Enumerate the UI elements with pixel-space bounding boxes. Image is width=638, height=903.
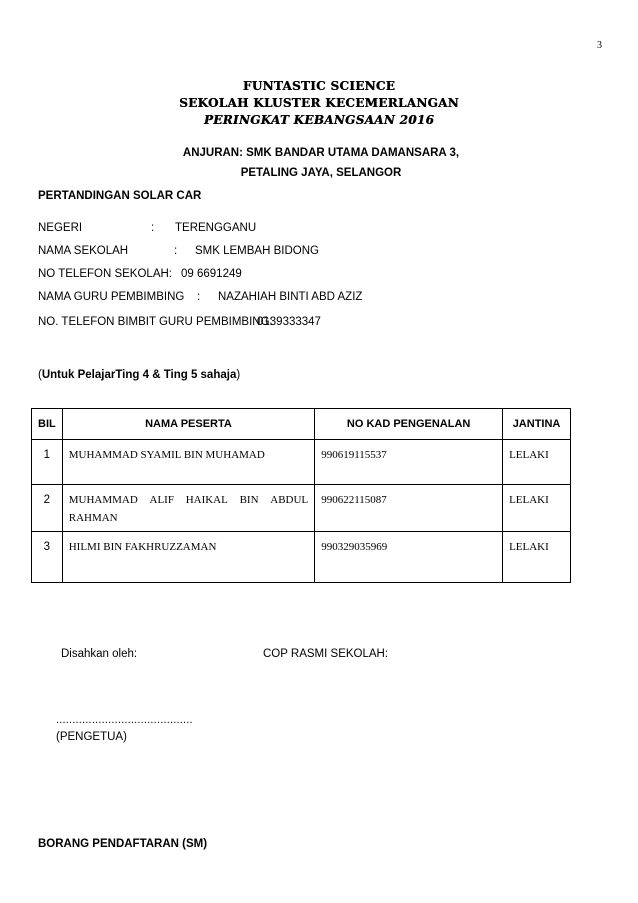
nama-word-bin: BIN — [239, 494, 259, 506]
organizer-line-2: PETALING JAYA, SELANGOR — [240, 167, 402, 179]
nama-word-abdul: ABDUL — [270, 494, 309, 506]
row-nama: HILMI BIN FAKHRUZZAMAN — [62, 532, 314, 583]
nama-sekolah-colon: : — [174, 245, 178, 257]
note-text: Untuk PelajarTing 4 & Ting 5 sahaja — [41, 369, 237, 381]
nama-word-haikal: HAIKAL — [185, 494, 228, 506]
nama-word-muhammad: MUHAMMAD — [68, 494, 138, 506]
telefon-guru-label: NO. TELEFON BIMBIT GURU PEMBIMBING: — [38, 316, 273, 328]
page-number: 3 — [597, 40, 602, 51]
competition-name: PERTANDINGAN SOLAR CAR — [38, 190, 202, 202]
title-line-2: SEKOLAH KLUSTER KECEMERLANGAN — [179, 96, 459, 110]
guru-colon: : — [197, 291, 201, 303]
note-open-paren: ( — [38, 369, 42, 381]
form-title: BORANG PENDAFTARAN (SM) — [38, 838, 208, 850]
table-header-row — [32, 409, 571, 440]
row-nama — [62, 485, 314, 532]
nama-word-alif: ALIF — [149, 494, 174, 506]
table-row — [32, 532, 571, 583]
row-ic: 990619115537 — [315, 440, 503, 485]
negeri-value: TERENGGANU — [175, 222, 257, 234]
row-ic: 990329035969 — [315, 532, 503, 583]
header-jantina: JANTINA — [503, 409, 571, 440]
header-nama-peserta: NAMA PESERTA — [62, 409, 314, 440]
title-line-1: FUNTASTIC SCIENCE — [242, 79, 396, 93]
table-row — [32, 485, 571, 532]
title-line-3: PERINGKAT KEBANGSAAN 2016 — [203, 113, 435, 127]
header-bil: BIL — [32, 409, 63, 440]
row-nama-line-2: RAHMAN — [68, 512, 118, 524]
negeri-label: NEGERI — [38, 222, 83, 234]
row-nama: MUHAMMAD SYAMIL BIN MUHAMAD — [62, 440, 314, 485]
table-row — [32, 440, 571, 485]
row-bil: 2 — [32, 485, 63, 532]
pengetua-label: (PENGETUA) — [56, 731, 127, 743]
note-close-paren: ) — [236, 369, 241, 381]
telefon-sekolah-value: 09 6691249 — [181, 268, 242, 280]
row-ic: 990622115087 — [315, 485, 503, 532]
row-jantina: LELAKI — [503, 485, 571, 532]
organizer-line-1: ANJURAN: SMK BANDAR UTAMA DAMANSARA 3, — [182, 147, 460, 159]
telefon-sekolah-label: NO TELEFON SEKOLAH: — [38, 268, 172, 280]
row-bil: 1 — [32, 440, 63, 485]
header-no-kad-pengenalan: NO KAD PENGENALAN — [315, 409, 503, 440]
row-nama-line-1 — [69, 491, 308, 509]
guru-label: NAMA GURU PEMBIMBING — [38, 291, 185, 303]
participants-table — [31, 408, 571, 583]
disahkan-label: Disahkan oleh: — [61, 648, 138, 660]
telefon-guru-value: 0139333347 — [257, 316, 321, 328]
event-title — [0, 78, 638, 129]
signature-line: .......................................... — [56, 714, 193, 726]
eligibility-note — [38, 369, 240, 381]
negeri-colon: : — [151, 222, 155, 234]
row-bil: 3 — [32, 532, 63, 583]
nama-sekolah-label: NAMA SEKOLAH — [38, 245, 129, 257]
row-jantina: LELAKI — [503, 532, 571, 583]
cop-rasmi-label: COP RASMI SEKOLAH: — [263, 648, 389, 660]
organizer — [0, 143, 638, 183]
nama-sekolah-value: SMK LEMBAH BIDONG — [195, 245, 319, 257]
row-jantina: LELAKI — [503, 440, 571, 485]
guru-value: NAZAHIAH BINTI ABD AZIZ — [218, 291, 363, 303]
